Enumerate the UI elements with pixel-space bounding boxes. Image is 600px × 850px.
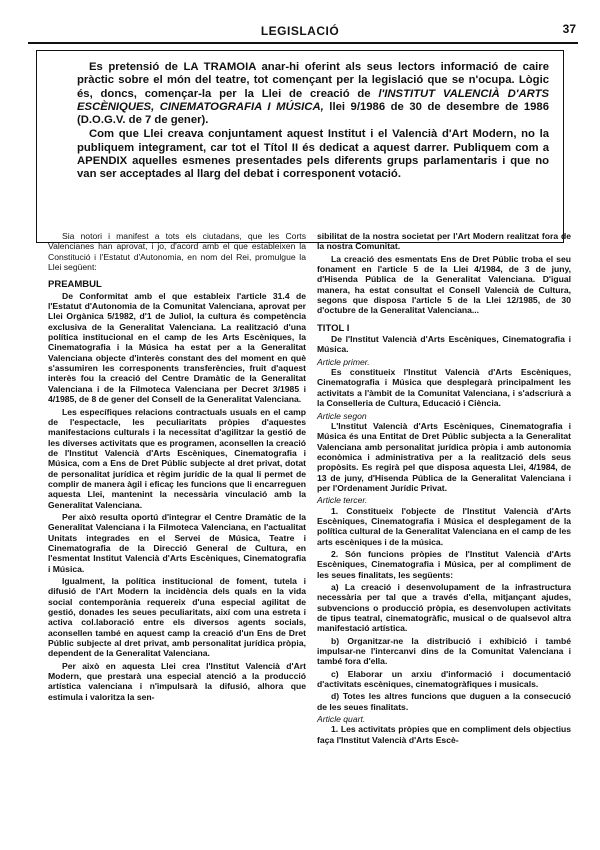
article-4-text: 1. Les activitats pròpies que en compliment dels objectius faça l'Institut Valencià d'Arts Escè-: [317, 724, 571, 745]
article-3-item-a: a) La creació i desenvolupament de la infrastructura necessària per tal que a través d'ella, mitjançant ajudes, subvencions o producció pròpia, es desenvolupen activitats de tipus teatral, cinematogràfic, musical o de qualsevol altra manifestació artística.: [317, 582, 571, 634]
intro-box: [36, 50, 564, 243]
preambul-paragraph-3: Per això resulta oportú d'integrar el Centre Dramàtic de la Generalitat Valenciana i la Filmoteca Valenciana, en l'actualitat Unitats integrades en el Servei de Música, Teatre i Cinematografia de la Direcció General de Cultura, en l'esmentat Institut Valencià d'Arts Escèniques, Cinematografia i Música.: [48, 511, 306, 574]
opening-paragraph: Sia notori i manifest a tots els ciutadans, que les Corts Valencianes han aprovat, i jo, d'acord amb el que estableixen la Constitució i l'Estatut d'Autonomia, en nom del Rei, promulgue la Llei següent:: [48, 231, 306, 273]
article-1-text: Es constitueix l'Institut Valencià d'Arts Escèniques, Cinematografia i Música que desplegarà principalment les activitats a l'àmbit de la Comunitat Valenciana, i s'adscriurà a la Conselleria de Cultura, Educació i Ciència.: [317, 367, 571, 409]
preambul-paragraph-5: Per això en aquesta Llei crea l'Institut Valencià d'Art Modern, que prestarà una especial atenció a la producció artística valenciana i n'impulsarà la difusió, alhora que estimula i valoritza la sen-: [48, 660, 306, 702]
article-2-text: L'Institut Valencià d'Arts Escèniques, Cinematografia i Música és una Entitat de Dret Públic subjecta a la Generalitat Valenciana amb personalitat jurídica pròpia i amb autonomia econòmica i administrativa per a la realització dels seus propòsits. Es regirà pel que disposa aquesta Llei, 4/1984, de 13 de juny, d'Hisenda Pública de la Generalitat Valenciana i per l'Ordenament Jurídic Privat.: [317, 420, 571, 493]
article-3-heading: Article tercer.: [317, 495, 368, 506]
institute-name: l'INSTITUT VALENCIÀ D'ARTS ESCÈNIQUES, CINEMATOGRAFIA I MÚSICA,: [77, 87, 550, 113]
intro-paragraph-1: [77, 61, 549, 127]
intro-text-end: llei 9/1986 de 30 de desembre de 1986 (D.O.G.V. de 7 de gener).: [77, 100, 549, 127]
article-3-text-2: 2. Són funcions pròpies de l'Institut Valencià d'Arts Escèniques, Cinematografia i Música, per al compliment de les seues finalitats, les següents:: [317, 548, 571, 580]
article-4-heading: Article quart.: [317, 714, 366, 725]
section-title: LEGISLACIÓ: [260, 24, 340, 38]
preambul-paragraph-2: Les específiques relacions contractuals usuals en el camp de l'espectacle, les peculiaritats pròpies d'aquestes manifestacions culturals i la necessitat d'agilitzar la gestió de les diverses activitats que es programen, aconsellen la creació de l'Institut Valencià d'Arts Escèniques, Cinematografia i Música, com a Ens de Dret Públic subjecte al dret privat, dotat de personalitat jurídica et règim jurídic de la qual li permet de complir de manera àgil i eficaç les funcions que li encarreguen aquesta Llei, mantenint la necessària vinculació amb la Generalitat Valenciana.: [48, 406, 306, 510]
article-3-item-b: b) Organitzar-ne la distribució i exhibició i també impulsar-ne l'intercanvi dins de la Comunitat Valenciana i també fora d'ella.: [317, 635, 571, 667]
preambul-paragraph-1: De Conformitat amb el que estableix l'article 31.4 de l'Estatut d'Autonomia de la Comunitat Valenciana, aprovat per Llei Orgànica 5/1982, d'1 de Juliol, la cultura és competència exclusiva de la Generalitat Valenciana. La realització d'una política institucional en el camp de les Arts Escèniques, la Cinematografia i la Música ha estat per a la Generalitat Valenciana objecte d'interès constant des del moment en què s'assumiren les corresponents transferències, fruit d'aquest interès fou la creació del Centre Dramàtic de la Generalitat Valenciana i de la Filmoteca Valenciana per Decret 3/1985 i 4/1985, de 8 de gener del Consell de la Generalitat Valenciana.: [48, 290, 306, 405]
foundation-paragraph: La creació des esmentats Ens de Dret Públic troba el seu fonament en l'article 5 de la Llei 4/1984, de 3 de juny, d'Hisenda Pública de la Generalitat Valenciana. D'igual manera, ha estat consultat el Consell Valencià de Cultura, segons que disposa l'article 5 de la Llei 12/1985, de 30 d'octubre de la Generalitat Valenciana...: [317, 253, 571, 316]
titol-heading: TITOL I: [317, 322, 350, 334]
article-2-heading: Article segon: [317, 410, 367, 421]
left-column: [48, 231, 306, 704]
right-column: [317, 231, 571, 747]
article-3-item-d: d) Totes les altres funcions que duguen a la consecució de les seues finalitats.: [317, 691, 571, 712]
intro-text: Es pretensió de LA TRAMOIA anar-hi oferint als seus lectors informació de caire pràctic sobre el món del teatre, tot començant per la legislació que se n'ocupa. Lògic és, doncs, començar-la per la Llei de creació de: [77, 61, 549, 100]
article-3-item-c: c) Elaborar un arxiu d'informació i documentació d'activitats escèniques, cinematogràfiques i musicals.: [317, 668, 571, 690]
preambul-heading: PREAMBUL: [48, 279, 102, 291]
preambul-paragraph-4: Igualment, la política institucional de foment, tutela i difusió de l'Art Modern la incidència dels quals en la vida social contemporània requereix d'una especial agilitat de gestió, donades les seues peculiaritats, així com una estreta i activa col.laboració entre els diversos agents socials, aconsellen també en aquest camp la creació d'un Ens de Dret Públic subjecte al dret privat, amb personalitat jurídica pròpia, dependent de la Generalitat Valenciana.: [48, 576, 306, 659]
page-number: 37: [562, 22, 576, 36]
continuation-paragraph: sibilitat de la nostra societat per l'Art Modern realitzat fora de la nostra Comunitat.: [317, 231, 571, 252]
intro-paragraph-2: Com que Llei creava conjuntament aquest Institut i el Valencià d'Art Modern, no la publiquem integrament, car tot el Títol II és dedicat a aquest darrer. Publiquem com a APENDIX aquelles esmenes presentades pels diferents grups parlamentaris i que no van ser acceptades al llarg del debat i corresponent votació.: [77, 128, 549, 181]
titol-text: De l'Institut Valencià d'Arts Escèniques, Cinematografia i Música.: [317, 334, 571, 355]
article-1-heading: Article primer.: [317, 356, 370, 367]
article-3-text-1: 1. Constitueix l'objecte de l'Institut Valencià d'Arts Escèniques, Cinematografia i Música el desplegament de la política cultural de la Generalitat Valenciana en el camp de les arts escèniques i de la música.: [317, 505, 571, 547]
header-divider: [28, 42, 578, 44]
